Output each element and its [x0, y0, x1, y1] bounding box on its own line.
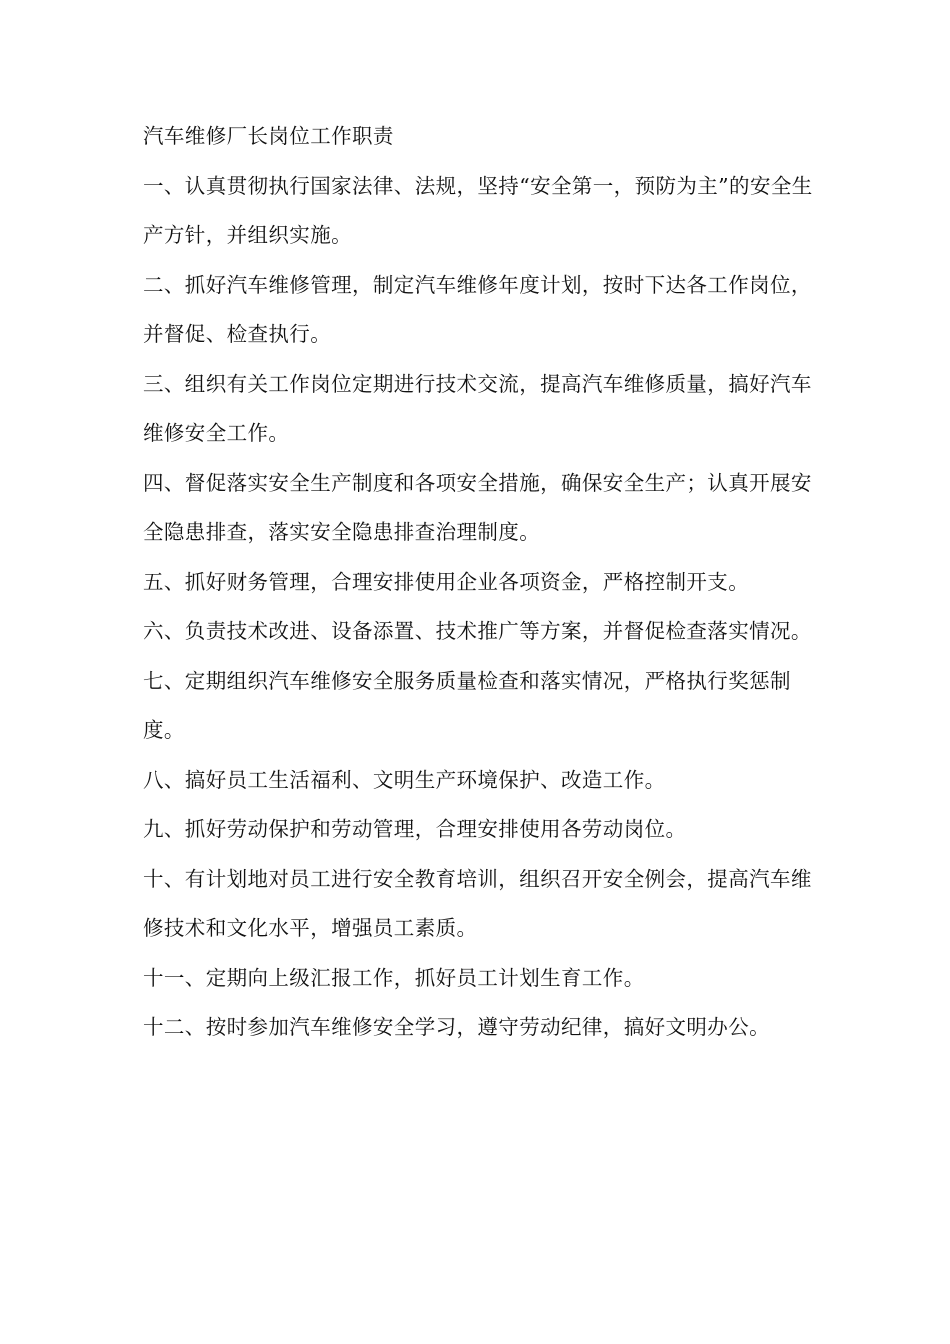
duty-item-4: 四、督促落实安全生产制度和各项安全措施，确保安全生产；认真开展安全隐患排查，落实安全隐患排查治理制度。 [143, 470, 812, 544]
duty-item-5: 五、抓好财务管理，合理安排使用企业各项资金，严格控制开支。 [143, 569, 750, 594]
document-title: 汽车维修厂长岗位工作职责 [143, 124, 394, 148]
duty-item-3: 三、组织有关工作岗位定期进行技术交流，提高汽车维修质量，搞好汽车维修安全工作。 [143, 371, 812, 445]
duty-item-6: 六、负责技术改进、设备添置、技术推广等方案，并督促检查落实情况。 [143, 619, 812, 643]
duty-item-9: 九、抓好劳动保护和劳动管理，合理安排使用各劳动岗位。 [143, 817, 687, 841]
duty-item-11: 十一、定期向上级汇报工作，抓好员工计划生育工作。 [143, 965, 645, 990]
duty-item-12: 十二、按时参加汽车维修安全学习，遵守劳动纪律，搞好文明办公。 [143, 1015, 770, 1039]
duty-item-10: 十、有计划地对员工进行安全教育培训，组织召开安全例会，提高汽车维修技术和文化水平，增强员工素质。 [143, 866, 812, 940]
duty-item-2: 二、抓好汽车维修管理，制定汽车维修年度计划，按时下达各工作岗位，并督促、检查执行。 [143, 272, 812, 346]
document-body [143, 112, 813, 1053]
duty-list [143, 162, 813, 1053]
duty-item-8: 八、搞好员工生活福利、文明生产环境保护、改造工作。 [143, 767, 666, 792]
duty-item-1: 一、认真贯彻执行国家法律、法规，坚持“安全第一，预防为主”的安全生产方针，并组织实施。 [143, 173, 813, 247]
duty-item-7: 七、定期组织汽车维修安全服务质量检查和落实情况，严格执行奖惩制度。 [143, 668, 791, 742]
